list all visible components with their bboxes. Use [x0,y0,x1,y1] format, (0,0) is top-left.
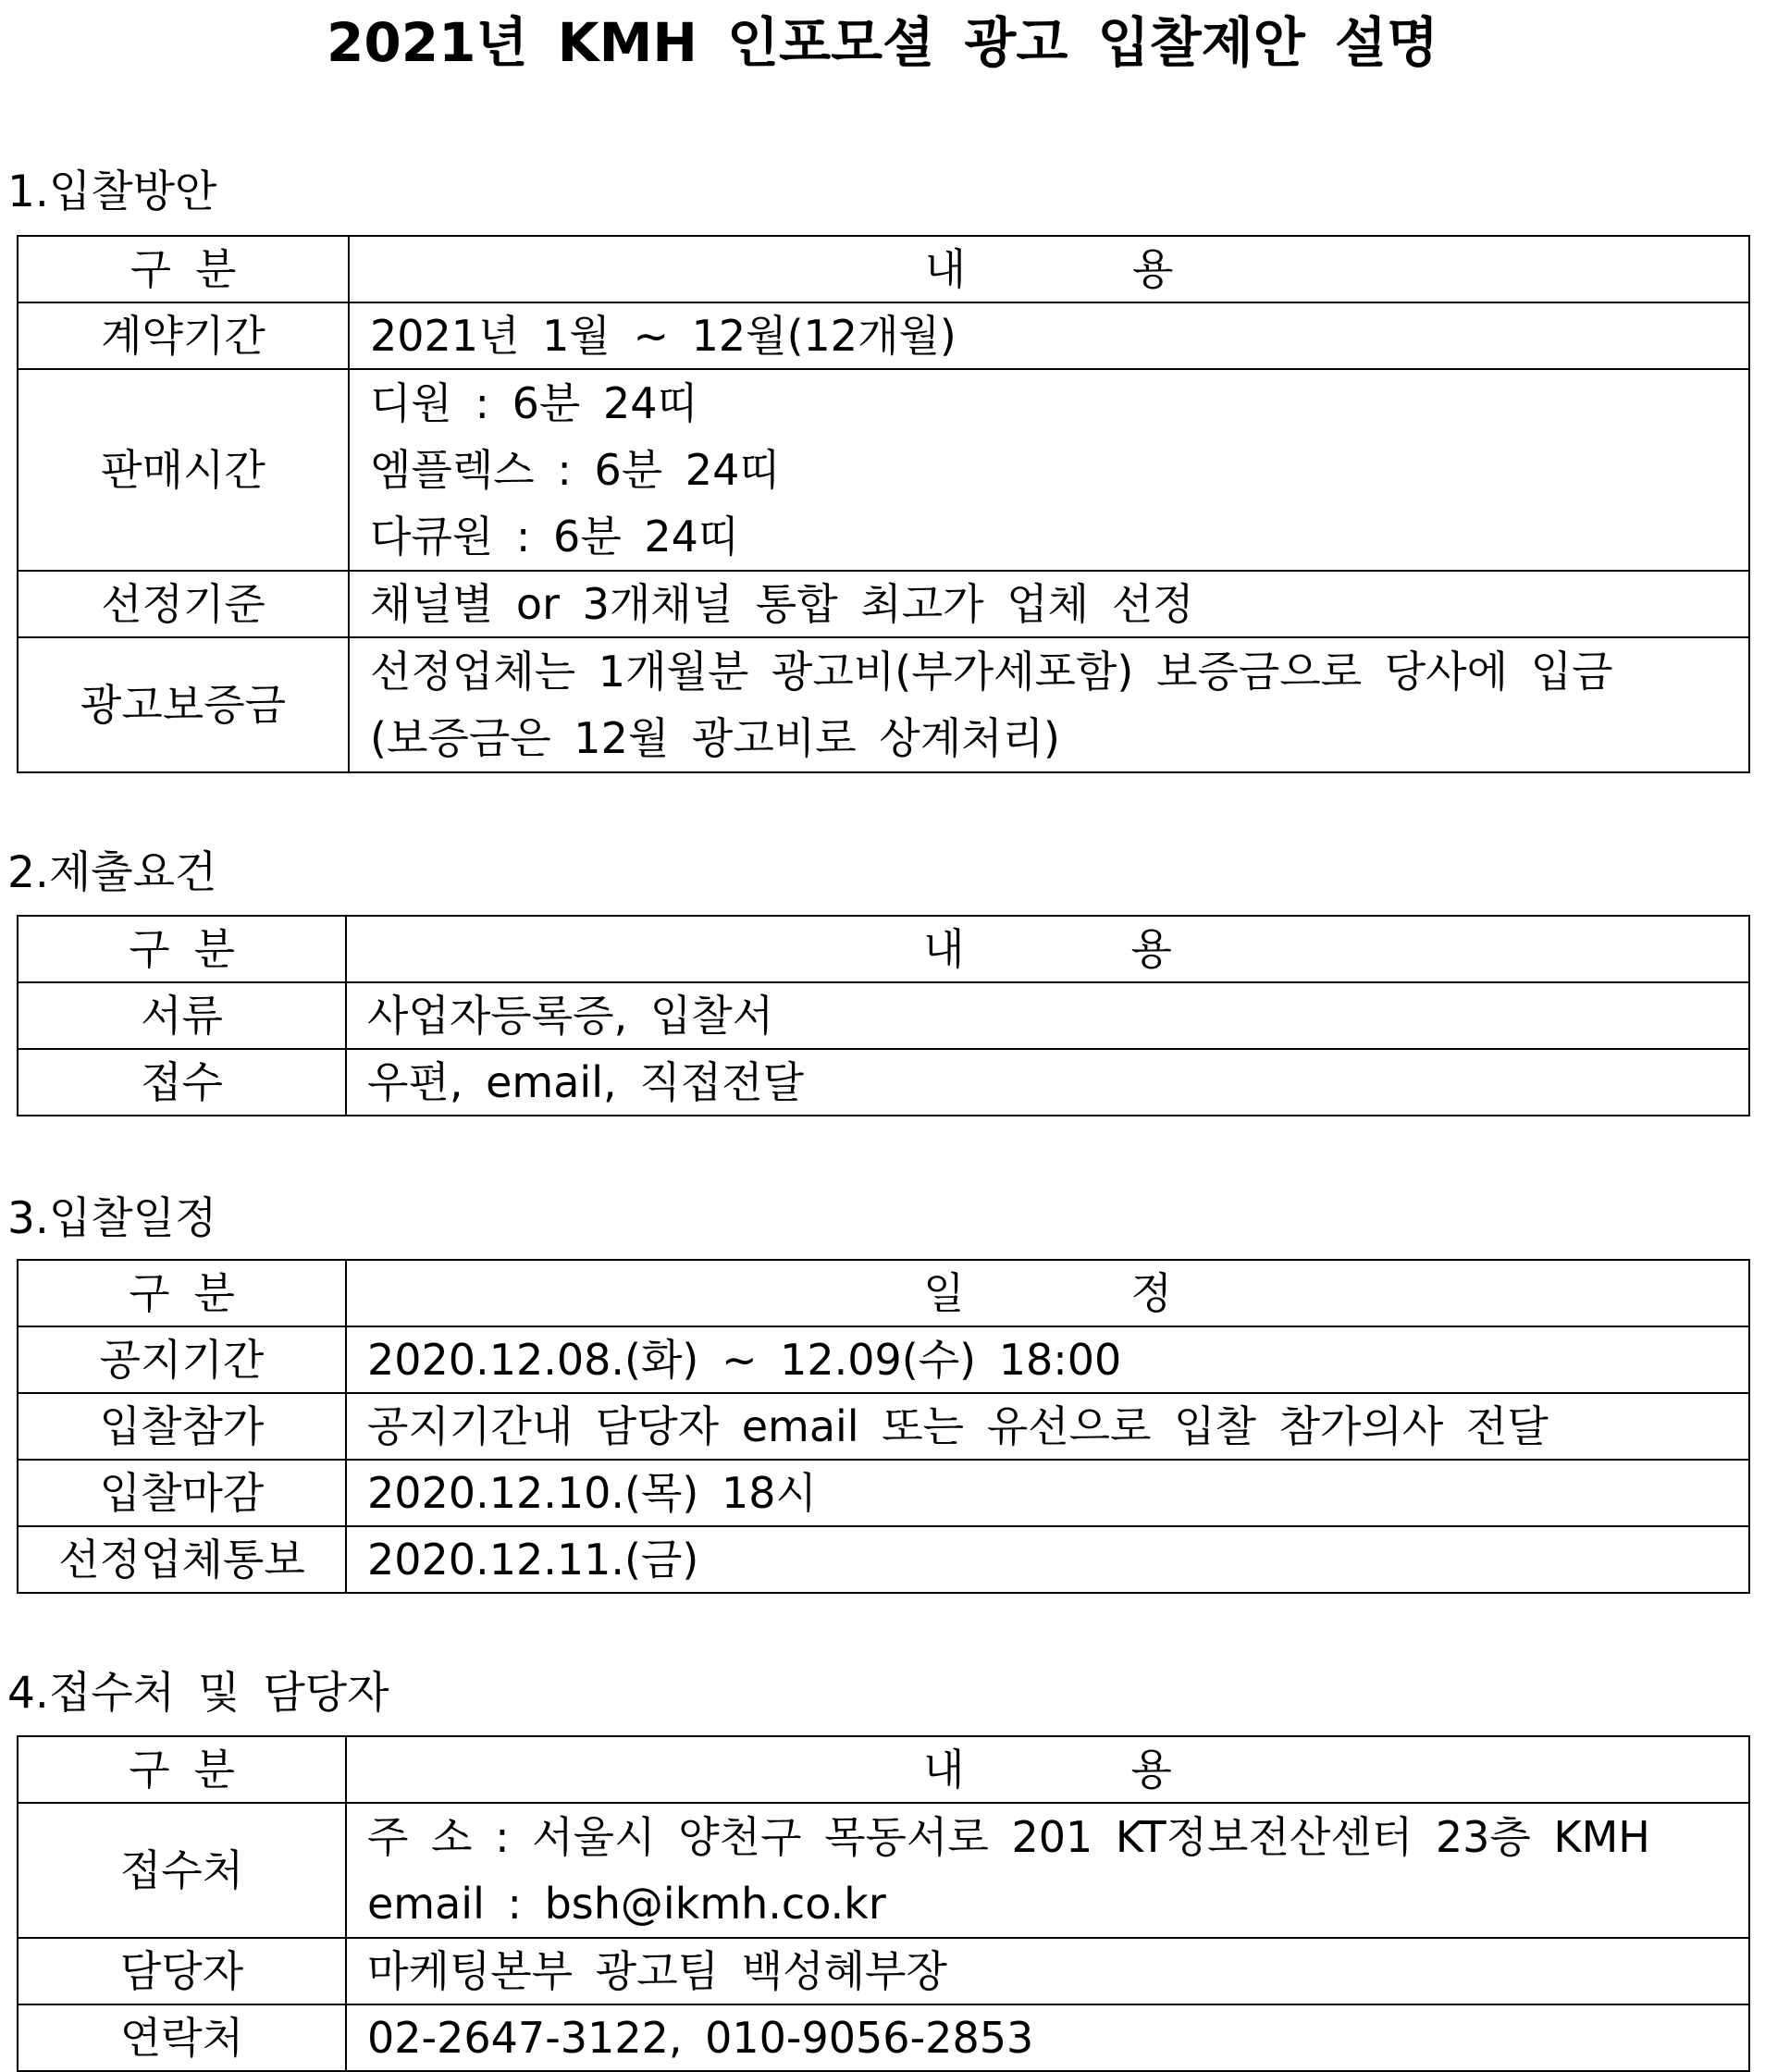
table-row [18,1326,1749,1393]
row-label: 선정업체통보 [18,1526,346,1593]
row-label: 입찰참가 [18,1393,346,1460]
table-row [18,1460,1749,1526]
row-content: 사업자등록증, 입찰서 [346,982,1749,1049]
row-label: 서류 [18,982,346,1049]
row-content: 마케팅본부 광고팀 백성혜부장 [346,1938,1749,2004]
row-label: 판매시간 [18,369,349,571]
row-content: 2020.12.10.(목) 18시 [346,1460,1749,1526]
bidding-plan-table [17,235,1750,773]
row-label: 선정기준 [18,571,349,637]
section-heading-bidding-plan: 1.입찰방안 [7,166,217,217]
row-label: 입찰마감 [18,1460,346,1526]
row-content [346,1803,1749,1938]
content-line: 디원 : 6분 24띠 [370,378,698,428]
row-label: 광고보증금 [18,637,349,772]
row-content: 우편, email, 직접전달 [346,1049,1749,1116]
content-line: (보증금은 12월 광고비로 상계처리) [370,713,1060,763]
table-row [18,1803,1749,1938]
section-heading-bidding-schedule: 3.입찰일정 [7,1193,217,1244]
bidding-schedule-table [17,1259,1750,1594]
row-label: 담당자 [18,1938,346,2004]
table-row [18,1526,1749,1593]
row-content [349,369,1749,571]
table-header-row [18,1736,1749,1803]
table-header-row [18,1260,1749,1326]
table-row [18,302,1749,369]
table-row [18,369,1749,571]
row-content: 공지기간내 담당자 email 또는 유선으로 입찰 참가의사 전달 [346,1393,1749,1460]
header-category-cell: 구 분 [18,236,349,302]
row-content [349,637,1749,772]
section-heading-contact: 4.접수처 및 담당자 [7,1668,389,1719]
table-header-row [18,236,1749,302]
row-label: 접수처 [18,1803,346,1938]
row-label: 공지기간 [18,1326,346,1393]
row-content: 채널별 or 3개채널 통합 최고가 업체 선정 [349,571,1749,637]
row-label: 접수 [18,1049,346,1116]
content-line: 선정업체는 1개월분 광고비(부가세포함) 보증금으로 당사에 입금 [370,647,1613,697]
header-content-cell: 내 용 [349,236,1749,302]
document-title: 2021년 KMH 인포모셜 광고 입찰제안 설명 [327,11,1438,74]
row-label: 연락처 [18,2004,346,2071]
table-row [18,1393,1749,1460]
address-line: 주 소 : 서울시 양천구 목동서로 201 KT정보전산센터 23층 KMH [367,1812,1650,1862]
row-content: 2021년 1월 ~ 12월(12개월) [349,302,1749,369]
section-heading-submission-requirements: 2.제출요건 [7,847,217,898]
header-category-cell: 구 분 [18,1736,346,1803]
table-row [18,637,1749,772]
contact-table [17,1735,1750,2072]
row-label: 계약기간 [18,302,349,369]
row-content: 02-2647-3122, 010-9056-2853 [346,2004,1749,2071]
row-content: 2020.12.08.(화) ~ 12.09(수) 18:00 [346,1326,1749,1393]
content-line: 엠플렉스 : 6분 24띠 [370,445,781,495]
header-category-cell: 구 분 [18,916,346,982]
table-row [18,2004,1749,2071]
table-header-row [18,916,1749,982]
table-row [18,1938,1749,2004]
table-row [18,982,1749,1049]
header-category-cell: 구 분 [18,1260,346,1326]
content-line: 다큐원 : 6분 24띠 [370,512,740,561]
table-row [18,571,1749,637]
table-row [18,1049,1749,1116]
header-content-cell: 내 용 [346,1736,1749,1803]
row-content: 2020.12.11.(금) [346,1526,1749,1593]
header-content-cell: 일 정 [346,1260,1749,1326]
header-content-cell: 내 용 [346,916,1749,982]
email-line: email : bsh@ikmh.co.kr [367,1879,886,1929]
submission-requirements-table [17,915,1750,1116]
